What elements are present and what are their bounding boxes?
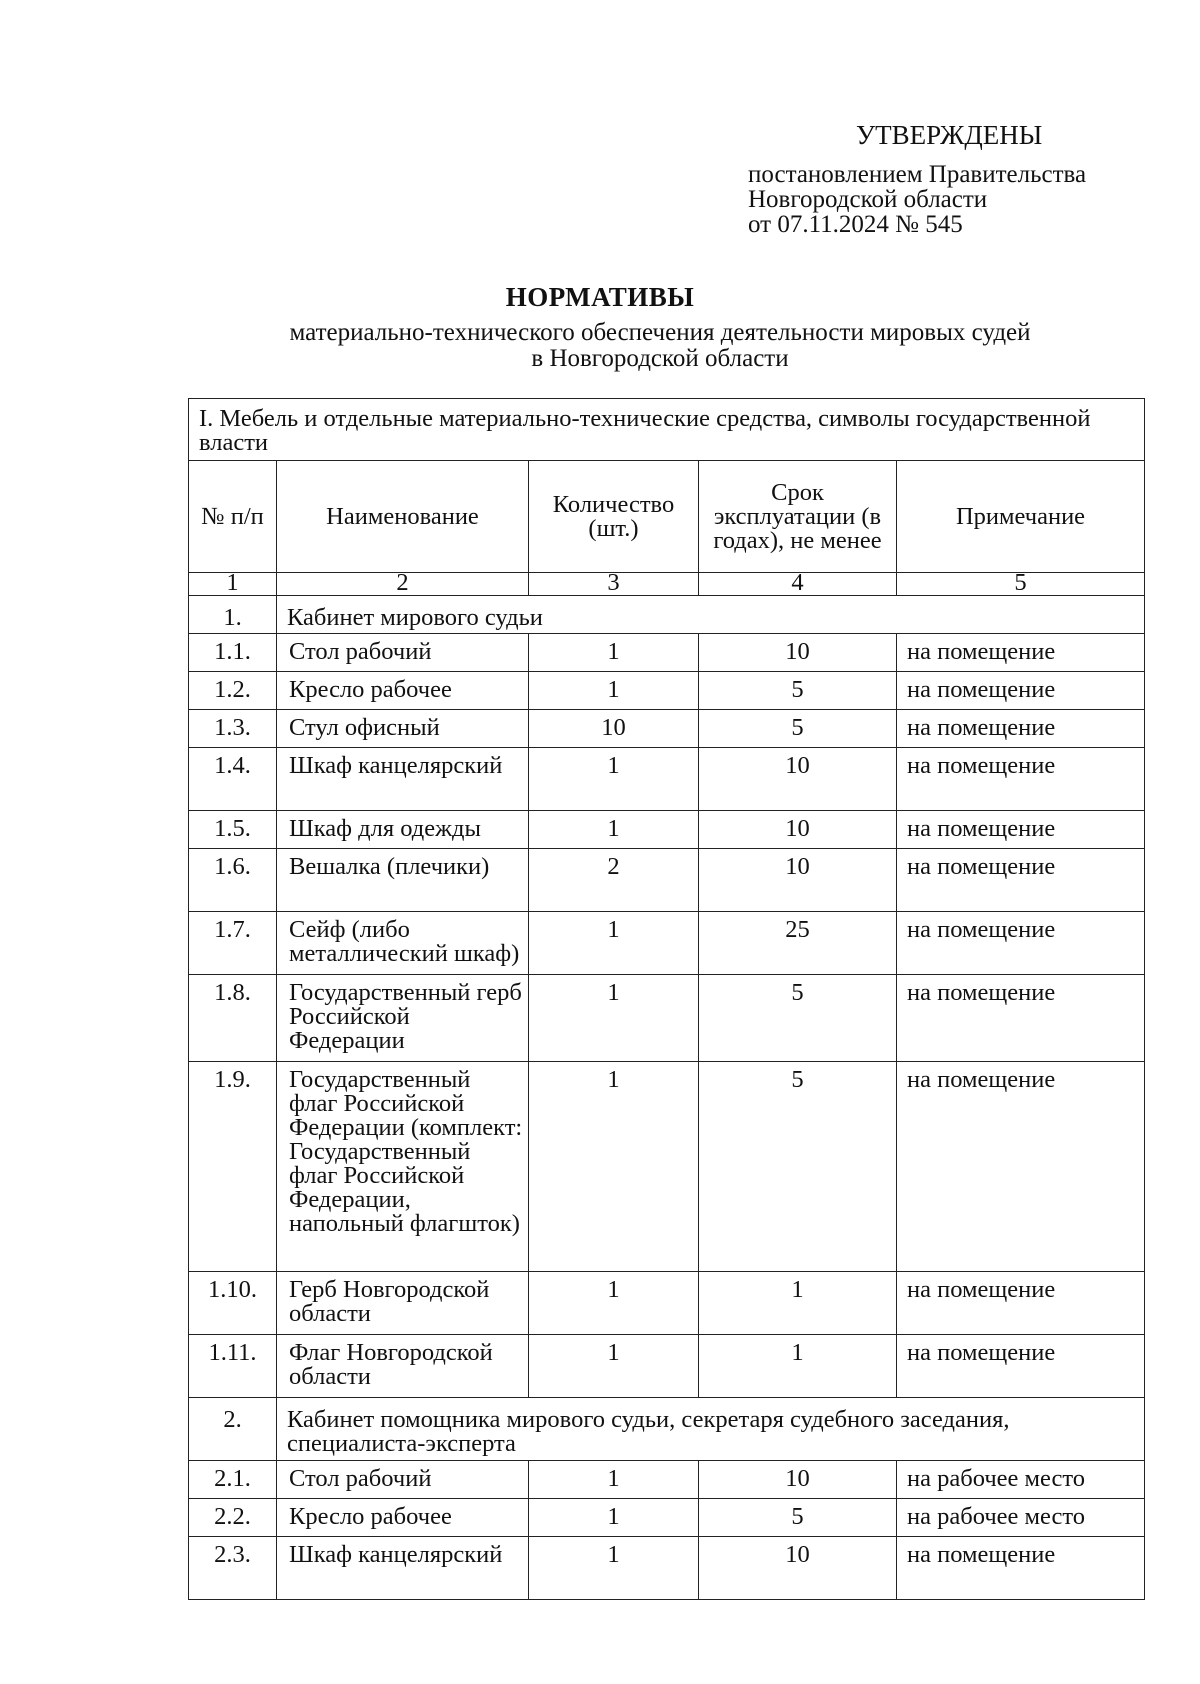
- row-number: 1.8.: [189, 975, 277, 1062]
- row-quantity: 1: [529, 1062, 699, 1272]
- row-name: Государственный герб Российской Федерации: [277, 975, 529, 1062]
- row-quantity: 1: [529, 1499, 699, 1537]
- row-term: 25: [699, 912, 897, 975]
- column-number: 2: [277, 573, 529, 596]
- row-quantity: 1: [529, 672, 699, 710]
- row-note: на помещение: [897, 1272, 1145, 1335]
- subtitle-line-2: в Новгородской области: [531, 345, 789, 372]
- row-term: 5: [699, 1062, 897, 1272]
- row-quantity: 10: [529, 710, 699, 748]
- row-number: 1.9.: [189, 1062, 277, 1272]
- column-number: 5: [897, 573, 1145, 596]
- column-number: 1: [189, 573, 277, 596]
- row-term: 5: [699, 672, 897, 710]
- table-row: [189, 1499, 1145, 1537]
- row-name: Шкаф канцелярский: [277, 748, 529, 811]
- approval-line-3: от 07.11.2024 № 545: [748, 211, 963, 238]
- row-name: Герб Новгородской области: [277, 1272, 529, 1335]
- table-row: [189, 672, 1145, 710]
- group-title: Кабинет мирового судьи: [277, 596, 1145, 634]
- header-row: [189, 461, 1145, 573]
- table-row: [189, 975, 1145, 1062]
- row-name: Кресло рабочее: [277, 672, 529, 710]
- row-note: на помещение: [897, 672, 1145, 710]
- table-row: [189, 748, 1145, 811]
- row-name: Флаг Новгородской области: [277, 1335, 529, 1398]
- row-term: 1: [699, 1272, 897, 1335]
- document-subtitle: [220, 320, 1100, 372]
- norms-table: [188, 398, 1145, 1600]
- header-term: Срок эксплуатации (в годах), не менее: [699, 461, 897, 573]
- group-number: 2.: [189, 1398, 277, 1461]
- row-quantity: 1: [529, 1335, 699, 1398]
- row-quantity: 2: [529, 849, 699, 912]
- row-name: Шкаф канцелярский: [277, 1537, 529, 1600]
- row-number: 2.2.: [189, 1499, 277, 1537]
- row-note: на помещение: [897, 811, 1145, 849]
- row-note: на рабочее место: [897, 1461, 1145, 1499]
- document-title: НОРМАТИВЫ: [505, 282, 695, 312]
- row-name: Стул офисный: [277, 710, 529, 748]
- section-title: I. Мебель и отдельные материально-технические средства, символы государственной власти: [189, 399, 1145, 461]
- column-numbers-row: [189, 573, 1145, 596]
- table-row: [189, 1461, 1145, 1499]
- row-number: 1.5.: [189, 811, 277, 849]
- row-note: на помещение: [897, 849, 1145, 912]
- table-row: [189, 634, 1145, 672]
- row-number: 1.3.: [189, 710, 277, 748]
- column-number: 3: [529, 573, 699, 596]
- row-number: 1.7.: [189, 912, 277, 975]
- table-row: [189, 1335, 1145, 1398]
- row-term: 10: [699, 634, 897, 672]
- row-term: 10: [699, 1537, 897, 1600]
- approval-block: [748, 120, 1168, 237]
- column-number: 4: [699, 573, 897, 596]
- row-quantity: 1: [529, 634, 699, 672]
- row-name: Стол рабочий: [277, 1461, 529, 1499]
- table-row: [189, 1062, 1145, 1272]
- subtitle-line-1: материально-технического обеспечения деятельности мировых судей: [289, 319, 1031, 346]
- row-note: на помещение: [897, 710, 1145, 748]
- row-term: 10: [699, 1461, 897, 1499]
- row-name: Государственный флаг Российской Федерации (комплект: Государственный флаг Российской Федерации, напольный флагшток): [277, 1062, 529, 1272]
- header-number: № п/п: [189, 461, 277, 573]
- table-row: [189, 1272, 1145, 1335]
- table-row: [189, 710, 1145, 748]
- row-name: Сейф (либо металлический шкаф): [277, 912, 529, 975]
- approval-heading: УТВЕРЖДЕНЫ: [856, 120, 1043, 150]
- header-note: Примечание: [897, 461, 1145, 573]
- row-quantity: 1: [529, 1537, 699, 1600]
- row-number: 1.11.: [189, 1335, 277, 1398]
- row-term: 10: [699, 849, 897, 912]
- row-term: 1: [699, 1335, 897, 1398]
- row-term: 10: [699, 748, 897, 811]
- row-term: 5: [699, 710, 897, 748]
- row-quantity: 1: [529, 748, 699, 811]
- header-name: Наименование: [277, 461, 529, 573]
- table-row: [189, 849, 1145, 912]
- row-quantity: 1: [529, 912, 699, 975]
- row-number: 2.3.: [189, 1537, 277, 1600]
- row-note: на помещение: [897, 748, 1145, 811]
- row-number: 2.1.: [189, 1461, 277, 1499]
- row-number: 1.2.: [189, 672, 277, 710]
- row-note: на помещение: [897, 1335, 1145, 1398]
- row-term: 5: [699, 1499, 897, 1537]
- row-name: Шкаф для одежды: [277, 811, 529, 849]
- row-note: на помещение: [897, 912, 1145, 975]
- row-term: 10: [699, 811, 897, 849]
- section-row: [189, 399, 1145, 461]
- row-quantity: 1: [529, 1272, 699, 1335]
- row-quantity: 1: [529, 1461, 699, 1499]
- row-note: на помещение: [897, 1062, 1145, 1272]
- row-number: 1.10.: [189, 1272, 277, 1335]
- row-number: 1.1.: [189, 634, 277, 672]
- row-note: на рабочее место: [897, 1499, 1145, 1537]
- group-title: Кабинет помощника мирового судьи, секретаря судебного заседания, специалиста-эксперта: [277, 1398, 1145, 1461]
- row-term: 5: [699, 975, 897, 1062]
- row-number: 1.4.: [189, 748, 277, 811]
- row-note: на помещение: [897, 1537, 1145, 1600]
- table-row: [189, 1537, 1145, 1600]
- table-row: [189, 912, 1145, 975]
- group-row: [189, 1398, 1145, 1461]
- row-note: на помещение: [897, 634, 1145, 672]
- header-quantity: Количество (шт.): [529, 461, 699, 573]
- row-name: Стол рабочий: [277, 634, 529, 672]
- approval-line-2: Новгородской области: [748, 186, 988, 213]
- row-note: на помещение: [897, 975, 1145, 1062]
- approval-line-1: постановлением Правительства: [748, 161, 1087, 188]
- row-quantity: 1: [529, 975, 699, 1062]
- group-number: 1.: [189, 596, 277, 634]
- row-number: 1.6.: [189, 849, 277, 912]
- row-name: Вешалка (плечики): [277, 849, 529, 912]
- row-name: Кресло рабочее: [277, 1499, 529, 1537]
- row-quantity: 1: [529, 811, 699, 849]
- table-row: [189, 811, 1145, 849]
- group-row: [189, 596, 1145, 634]
